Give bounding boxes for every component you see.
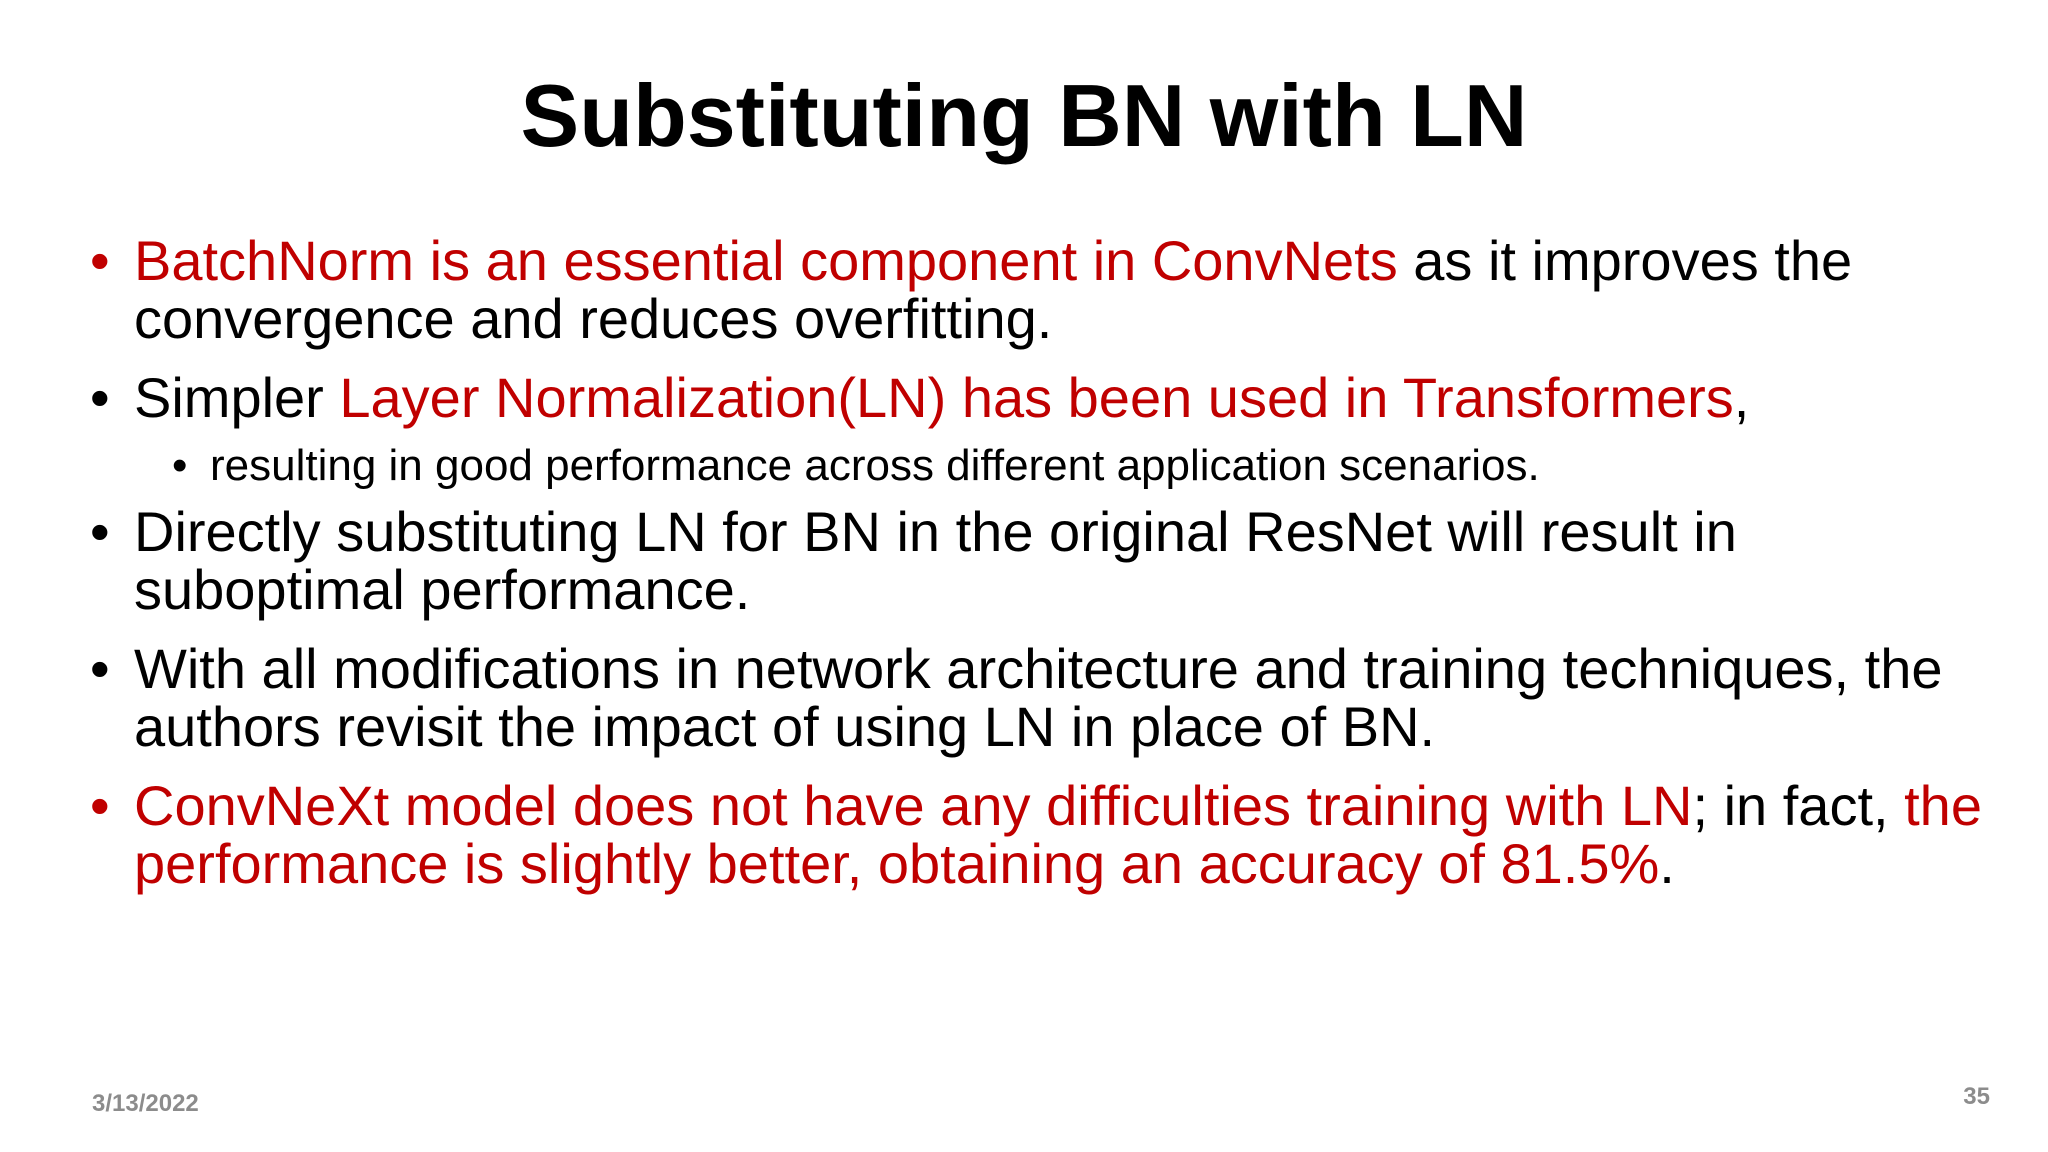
bullet-item-layer-normalization (90, 366, 2020, 429)
bullet-dot: • (90, 500, 110, 563)
bullet-text: Simpler (134, 366, 340, 429)
bullet-text: Directly substituting LN for BN in the original ResNet will result in suboptimal performance. (134, 500, 1737, 621)
bullet-text: ; in fact, (1692, 774, 1905, 837)
bullet-text: , (1733, 366, 1750, 429)
bullet-item-convnext (90, 774, 2020, 895)
bullet-item-modifications (90, 637, 2020, 758)
bullet-text: With all modifications in network architecture and training techniques, the authors revisit the impact of using LN in place of BN. (134, 637, 1943, 758)
bullet-text-red: ConvNeXt model does not have any difficulties training with LN (134, 774, 1693, 837)
slide-date: 3/13/2022 (92, 1090, 199, 1117)
sub-bullet-text: resulting in good performance across different application scenarios. (210, 441, 1540, 490)
slide-page-number: 35 (1963, 1083, 1990, 1110)
bullet-list (90, 229, 2020, 914)
bullet-text-red: BatchNorm is an essential component in ConvNets (134, 229, 1398, 292)
slide-title: Substituting BN with LN (520, 66, 1528, 165)
bullet-dot: • (90, 366, 110, 429)
bullet-dot: • (90, 774, 110, 837)
bullet-text-red: the performance is slightly better, obtaining an accuracy of 81.5% (134, 774, 1982, 895)
bullet-text: as it improves the convergence and reduces overfitting. (134, 229, 1853, 350)
sub-bullet-dot: • (172, 441, 188, 490)
bullet-item-batchnorm (90, 229, 2020, 350)
bullet-text-red: Layer Normalization(LN) has been used in Transformers (339, 366, 1734, 429)
bullet-item-direct-substitution (90, 500, 2020, 621)
bullet-dot: • (90, 637, 110, 700)
bullet-text: . (1659, 832, 1675, 895)
sub-bullet-item (90, 439, 2020, 493)
bullet-dot: • (90, 229, 110, 292)
